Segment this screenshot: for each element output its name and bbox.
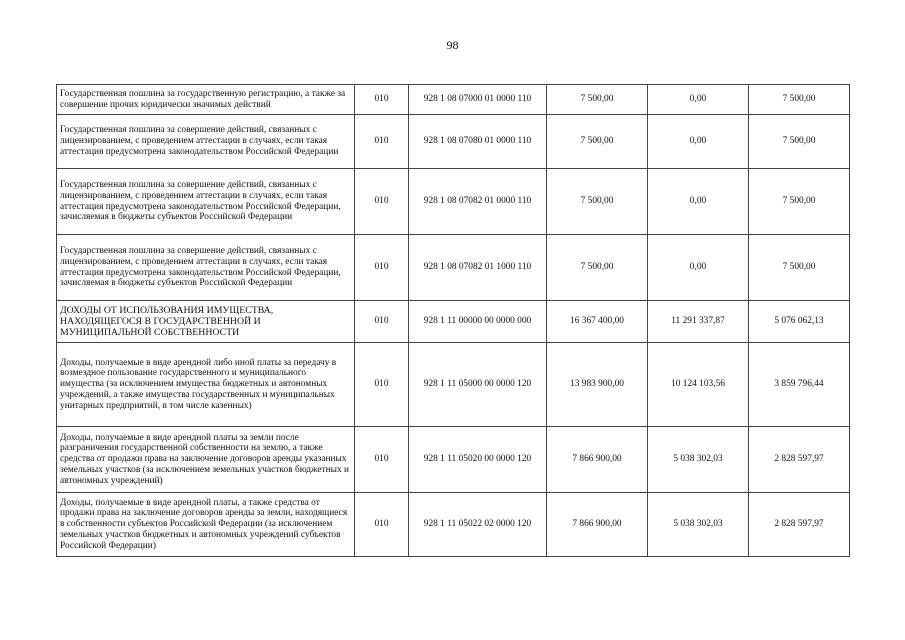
row-approved: 7 500,00 bbox=[547, 115, 648, 169]
row-name: Государственная пошлина за совершение действий, связанных с лицензированием, с проведением аттестации в случаях, если такая аттестация предусмотрена законодательством Российской Федерации, зачисляемая в бюджеты субъектов Российской Федерации bbox=[57, 169, 355, 235]
row-approved: 7 866 900,00 bbox=[547, 493, 648, 557]
row-unexecuted: 3 859 796,44 bbox=[749, 343, 850, 427]
table-row bbox=[57, 169, 850, 235]
table-row bbox=[57, 235, 850, 301]
row-name: Государственная пошлина за государственную регистрацию, а также за совершение прочих юридически значимых действий bbox=[57, 85, 355, 115]
table-row bbox=[57, 85, 850, 115]
row-name: Доходы, получаемые в виде арендной либо иной платы за передачу в возмездное пользование государственного и муниципального имущества (за исключением имущества бюджетных и автономных учреждений, а также имущества государственных и муниципальных унитарных предприятий, в том числе казенных) bbox=[57, 343, 355, 427]
row-unexecuted: 7 500,00 bbox=[749, 169, 850, 235]
row-name: ДОХОДЫ ОТ ИСПОЛЬЗОВАНИЯ ИМУЩЕСТВА, НАХОДЯЩЕГОСЯ В ГОСУДАРСТВЕННОЙ И МУНИЦИПАЛЬНОЙ СОБСТВЕННОСТИ bbox=[57, 301, 355, 343]
table-row bbox=[57, 301, 850, 343]
row-executed: 5 038 302,03 bbox=[648, 427, 749, 493]
table-row bbox=[57, 427, 850, 493]
row-unexecuted: 7 500,00 bbox=[749, 235, 850, 301]
row-kbk: 928 1 08 07082 01 0000 110 bbox=[409, 169, 547, 235]
row-unexecuted: 5 076 062,13 bbox=[749, 301, 850, 343]
table-row bbox=[57, 115, 850, 169]
row-kbk: 928 1 08 07000 01 0000 110 bbox=[409, 85, 547, 115]
row-code: 010 bbox=[355, 301, 409, 343]
table-row bbox=[57, 343, 850, 427]
row-approved: 16 367 400,00 bbox=[547, 301, 648, 343]
row-approved: 7 866 900,00 bbox=[547, 427, 648, 493]
row-name: Государственная пошлина за совершение действий, связанных с лицензированием, с проведением аттестации в случаях, если такая аттестация предусмотрена законодательством Российской Федерации bbox=[57, 115, 355, 169]
row-executed: 0,00 bbox=[648, 85, 749, 115]
row-code: 010 bbox=[355, 493, 409, 557]
row-executed: 10 124 103,56 bbox=[648, 343, 749, 427]
row-kbk: 928 1 08 07082 01 1000 110 bbox=[409, 235, 547, 301]
row-approved: 7 500,00 bbox=[547, 235, 648, 301]
row-code: 010 bbox=[355, 85, 409, 115]
row-name: Государственная пошлина за совершение действий, связанных с лицензированием, с проведением аттестации в случаях, если такая аттестация предусмотрена законодательством Российской Федерации, зачисляемая в бюджеты субъектов Российской Федерации bbox=[57, 235, 355, 301]
row-approved: 7 500,00 bbox=[547, 85, 648, 115]
row-unexecuted: 2 828 597,97 bbox=[749, 427, 850, 493]
row-name: Доходы, получаемые в виде арендной платы, а также средства от продажи права на заключение договоров аренды за земли, находящиеся в собственности субъектов Российской Федерации (за исключением земельных участков бюджетных и автономных учреждений субъектов Российской Федерации) bbox=[57, 493, 355, 557]
row-executed: 0,00 bbox=[648, 115, 749, 169]
table-row bbox=[57, 493, 850, 557]
row-kbk: 928 1 11 05020 00 0000 120 bbox=[409, 427, 547, 493]
row-kbk: 928 1 11 05022 02 0000 120 bbox=[409, 493, 547, 557]
row-executed: 0,00 bbox=[648, 169, 749, 235]
row-name: Доходы, получаемые в виде арендной платы за земли после разграничения государственной собственности на землю, а также средства от продажи права на заключение договоров аренды указанных земельных участков (за исключением земельных участков бюджетных и автономных учреждений) bbox=[57, 427, 355, 493]
row-kbk: 928 1 11 05000 00 0000 120 bbox=[409, 343, 547, 427]
row-approved: 7 500,00 bbox=[547, 169, 648, 235]
row-unexecuted: 7 500,00 bbox=[749, 115, 850, 169]
revenue-table bbox=[56, 84, 850, 557]
row-code: 010 bbox=[355, 343, 409, 427]
row-kbk: 928 1 08 07080 01 0000 110 bbox=[409, 115, 547, 169]
row-executed: 11 291 337,87 bbox=[648, 301, 749, 343]
row-unexecuted: 2 828 597,97 bbox=[749, 493, 850, 557]
row-approved: 13 983 900,00 bbox=[547, 343, 648, 427]
page-number: 98 bbox=[446, 38, 459, 52]
row-code: 010 bbox=[355, 115, 409, 169]
row-unexecuted: 7 500,00 bbox=[749, 85, 850, 115]
row-code: 010 bbox=[355, 427, 409, 493]
row-executed: 5 038 302,03 bbox=[648, 493, 749, 557]
row-code: 010 bbox=[355, 169, 409, 235]
row-executed: 0,00 bbox=[648, 235, 749, 301]
row-code: 010 bbox=[355, 235, 409, 301]
row-kbk: 928 1 11 00000 00 0000 000 bbox=[409, 301, 547, 343]
